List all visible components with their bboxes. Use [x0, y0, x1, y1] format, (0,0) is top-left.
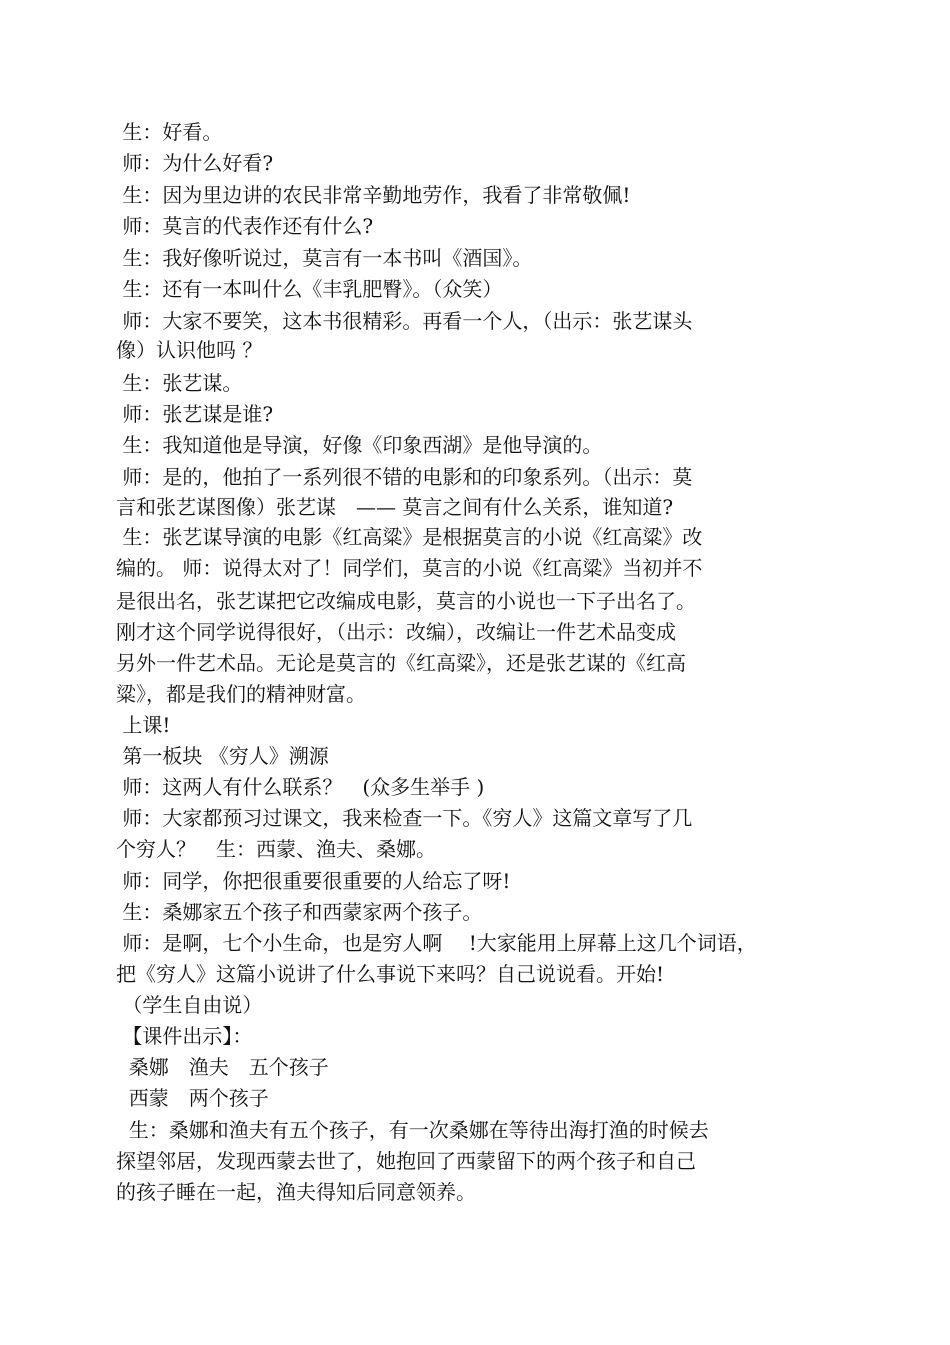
text-line: 刚才这个同学说得很好，（出示：改编），改编让一件艺术品变成	[116, 620, 676, 644]
text-line: 师：张艺谋是谁?	[116, 402, 274, 426]
text-line: 生：好看。	[116, 120, 223, 144]
text-line: 生：张艺谋。	[116, 371, 243, 395]
text-line: 师：为什么好看?	[116, 151, 274, 175]
text-line: 个穷人？ 生：西蒙、渔夫、桑娜。	[116, 837, 436, 861]
text-line: 探望邻居，发现西蒙去世了，她抱回了西蒙留下的两个孩子和自己	[116, 1149, 696, 1173]
text-line: 像）认识他吗 ？	[116, 338, 263, 362]
text-line: 师：同学，你把很重要很重要的人给忘了呀!	[116, 869, 511, 893]
text-line: 师：是的，他拍了一系列很不错的电影和的印象系列。（出示：莫	[116, 465, 693, 489]
text-line: 上课!	[116, 713, 171, 737]
text-line: 师：是啊，七个小生命，也是穷人啊 !大家能用上屏幕上这几个词语，	[116, 931, 757, 955]
text-line: 言和张艺谋图像）张艺谋 —— 莫言之间有什么关系，谁知道?	[116, 495, 674, 519]
text-line: 生：因为里边讲的农民非常辛勤地劳作，我看了非常敬佩!	[116, 183, 631, 207]
text-line: 粱》，都是我们的精神财富。	[116, 682, 366, 706]
text-line: 把《穷人》这篇小说讲了什么事说下来吗？自己说说看。开始!	[116, 962, 665, 986]
text-line: 师：莫言的代表作还有什么?	[116, 214, 374, 238]
text-line: 师：大家不要笑，这本书很精彩。再看一个人，（出示：张艺谋头	[116, 309, 693, 333]
text-line: （学生自由说）	[116, 993, 263, 1017]
text-line: 生：我知道他是导演，好像《印象西湖》是他导演的。	[116, 433, 603, 457]
text-line: 师：这两人有什么联系？ (众多生举手 )	[116, 775, 485, 799]
text-line: 编的。 师：说得太对了！同学们，莫言的小说《红高粱》当初并不	[116, 556, 703, 580]
text-line: 桑娜 渔夫 五个孩子	[116, 1055, 329, 1079]
text-line: 的孩子睡在一起，渔夫得知后同意领养。	[116, 1180, 476, 1204]
text-line: 西蒙 两个孩子	[116, 1086, 269, 1110]
text-line: 生：桑娜和渔夫有五个孩子，有一次桑娜在等待出海打渔的时候去	[116, 1118, 709, 1142]
text-line: 第一板块 《穷人》溯源	[116, 744, 329, 768]
text-line: 【课件出示】：	[116, 1024, 253, 1048]
text-line: 师：大家都预习过课文，我来检查一下。《穷人》这篇文章写了几	[116, 806, 693, 830]
text-line: 生：我好像听说过，莫言有一本书叫《酒国》。	[116, 246, 533, 270]
text-line: 另外一件艺术品。无论是莫言的《红高粱》，还是张艺谋的《红高	[116, 651, 686, 675]
text-line: 是很出名，张艺谋把它改编成电影，莫言的小说也一下子出名了。	[116, 589, 696, 613]
text-line: 生：张艺谋导演的电影《红高粱》是根据莫言的小说《红高粱》改	[116, 525, 703, 549]
text-line: 生：还有一本叫什么《丰乳肥臀》。（众笑）	[116, 277, 503, 301]
text-line: 生：桑娜家五个孩子和西蒙家两个孩子。	[116, 900, 483, 924]
